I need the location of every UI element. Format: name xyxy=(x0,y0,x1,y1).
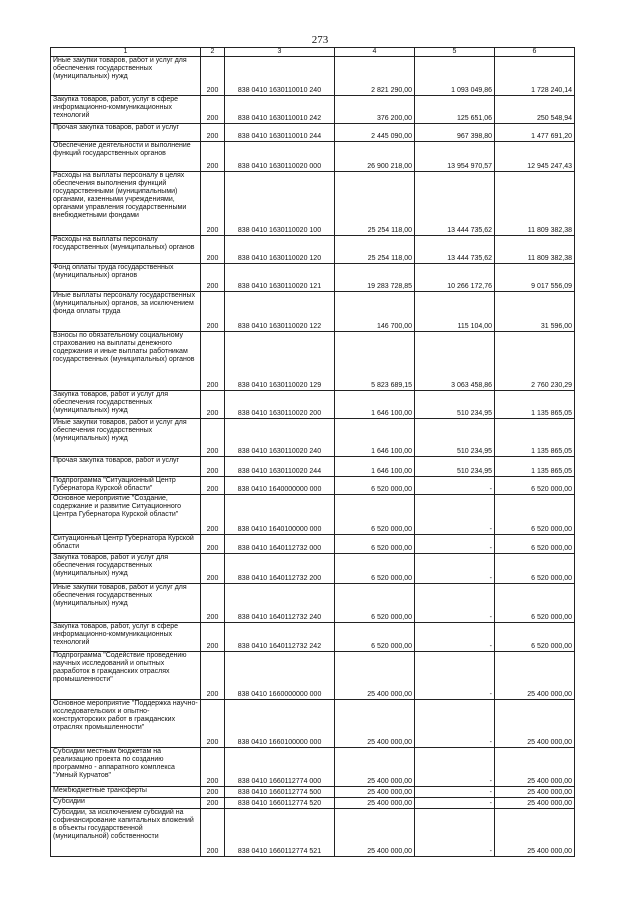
row-amount-remaining: 25 400 000,00 xyxy=(495,652,575,700)
row-amount-plan: 5 823 689,15 xyxy=(335,332,415,391)
row-amount-plan: 6 520 000,00 xyxy=(335,477,415,495)
table-row xyxy=(51,264,575,292)
row-grbs: 200 xyxy=(201,554,225,584)
row-grbs: 200 xyxy=(201,457,225,477)
table-row xyxy=(51,172,575,236)
row-grbs: 200 xyxy=(201,142,225,172)
row-amount-executed: 13 444 735,62 xyxy=(415,172,495,236)
row-grbs: 200 xyxy=(201,623,225,652)
row-amount-remaining: 31 596,00 xyxy=(495,292,575,332)
row-amount-remaining: 250 548,94 xyxy=(495,96,575,124)
row-amount-remaining: 9 017 556,09 xyxy=(495,264,575,292)
row-code: 838 0410 1640100000 000 xyxy=(225,495,335,535)
row-amount-plan: 1 646 100,00 xyxy=(335,457,415,477)
row-amount-remaining: 1 135 865,05 xyxy=(495,419,575,457)
row-grbs: 200 xyxy=(201,809,225,857)
table-row xyxy=(51,477,575,495)
row-code: 838 0410 1630110020 120 xyxy=(225,236,335,264)
table-row xyxy=(51,457,575,477)
row-code: 838 0410 1640112732 240 xyxy=(225,584,335,623)
row-name: Основное мероприятие "Поддержка научно-исследовательских и опытно-конструкторских работ в гражданских отраслях промышленности" xyxy=(51,700,201,748)
table-row xyxy=(51,292,575,332)
table-row xyxy=(51,142,575,172)
row-amount-plan: 25 254 118,00 xyxy=(335,236,415,264)
table-row xyxy=(51,798,575,809)
row-grbs: 200 xyxy=(201,124,225,142)
row-amount-executed: 510 234,95 xyxy=(415,391,495,419)
row-amount-remaining: 12 945 247,43 xyxy=(495,142,575,172)
row-grbs: 200 xyxy=(201,96,225,124)
table-row xyxy=(51,124,575,142)
row-name: Закупка товаров, работ, услуг в сфере информационно-коммуникационных технологий xyxy=(51,623,201,652)
header-row xyxy=(51,48,575,57)
row-amount-executed: 1 093 049,86 xyxy=(415,57,495,96)
row-code: 838 0410 1660112774 000 xyxy=(225,748,335,787)
row-amount-executed: - xyxy=(415,554,495,584)
row-amount-executed: 510 234,95 xyxy=(415,457,495,477)
row-code: 838 0410 1630110020 100 xyxy=(225,172,335,236)
row-amount-executed: - xyxy=(415,477,495,495)
table-row xyxy=(51,332,575,391)
row-grbs: 200 xyxy=(201,292,225,332)
row-amount-plan: 25 400 000,00 xyxy=(335,700,415,748)
row-code: 838 0410 1630110020 200 xyxy=(225,391,335,419)
row-name: Подпрограмма "Содействие проведению научных исследований и опытных разработок в гражданских отраслях промышленности" xyxy=(51,652,201,700)
table-row xyxy=(51,554,575,584)
row-name: Закупка товаров, работ и услуг для обеспечения государственных (муниципальных) нужд xyxy=(51,391,201,419)
row-name: Основное мероприятие "Создание, содержание и развитие Ситуационного Центра Губернатора Курской области" xyxy=(51,495,201,535)
row-name: Взносы по обязательному социальному страхованию на выплаты денежного содержания и иные выплаты работникам государственных (муниципальных) органов xyxy=(51,332,201,391)
row-code: 838 0410 1630110020 122 xyxy=(225,292,335,332)
row-amount-executed: - xyxy=(415,748,495,787)
row-code: 838 0410 1630110020 000 xyxy=(225,142,335,172)
row-name: Расходы на выплаты персоналу государственных (муниципальных) органов xyxy=(51,236,201,264)
row-amount-plan: 6 520 000,00 xyxy=(335,495,415,535)
row-amount-executed: - xyxy=(415,535,495,554)
row-amount-executed: 10 266 172,76 xyxy=(415,264,495,292)
column-header: 4 xyxy=(335,48,415,57)
row-grbs: 200 xyxy=(201,332,225,391)
row-amount-remaining: 1 135 865,05 xyxy=(495,457,575,477)
row-code: 838 0410 1640112732 000 xyxy=(225,535,335,554)
row-amount-executed: 510 234,95 xyxy=(415,419,495,457)
table-row xyxy=(51,809,575,857)
row-name: Расходы на выплаты персоналу в целях обеспечения выполнения функций государственными (муниципальными) органами, казенными учреждениями, органами управления государственными внебюджетными фондами xyxy=(51,172,201,236)
row-grbs: 200 xyxy=(201,700,225,748)
row-amount-plan: 6 520 000,00 xyxy=(335,584,415,623)
row-name: Иные закупки товаров, работ и услуг для обеспечения государственных (муниципальных) нужд xyxy=(51,584,201,623)
row-name: Закупка товаров, работ, услуг в сфере информационно-коммуникационных технологий xyxy=(51,96,201,124)
row-amount-remaining: 6 520 000,00 xyxy=(495,554,575,584)
row-grbs: 200 xyxy=(201,652,225,700)
row-amount-remaining: 25 400 000,00 xyxy=(495,809,575,857)
row-amount-remaining: 6 520 000,00 xyxy=(495,535,575,554)
table-row xyxy=(51,700,575,748)
row-code: 838 0410 1630110020 121 xyxy=(225,264,335,292)
row-amount-executed: 13 954 970,57 xyxy=(415,142,495,172)
row-amount-remaining: 6 520 000,00 xyxy=(495,477,575,495)
row-name: Фонд оплаты труда государственных (муниципальных) органов xyxy=(51,264,201,292)
row-code: 838 0410 1630110010 244 xyxy=(225,124,335,142)
row-code: 838 0410 1660112774 521 xyxy=(225,809,335,857)
row-amount-executed: 115 104,00 xyxy=(415,292,495,332)
row-grbs: 200 xyxy=(201,264,225,292)
row-amount-remaining: 1 477 691,20 xyxy=(495,124,575,142)
row-grbs: 200 xyxy=(201,787,225,798)
row-name: Закупка товаров, работ и услуг для обеспечения государственных (муниципальных) нужд xyxy=(51,554,201,584)
row-amount-plan: 6 520 000,00 xyxy=(335,623,415,652)
row-amount-plan: 25 400 000,00 xyxy=(335,809,415,857)
row-amount-remaining: 6 520 000,00 xyxy=(495,495,575,535)
table-row xyxy=(51,236,575,264)
row-grbs: 200 xyxy=(201,798,225,809)
row-code: 838 0410 1630110020 240 xyxy=(225,419,335,457)
row-amount-plan: 25 254 118,00 xyxy=(335,172,415,236)
row-amount-executed: - xyxy=(415,584,495,623)
row-code: 838 0410 1660112774 500 xyxy=(225,787,335,798)
row-name: Субсидии местным бюджетам на реализацию проекта по созданию программно - аппаратного комплекса "Умный Курчатов" xyxy=(51,748,201,787)
table-row xyxy=(51,748,575,787)
row-amount-plan: 376 200,00 xyxy=(335,96,415,124)
row-grbs: 200 xyxy=(201,57,225,96)
column-header: 3 xyxy=(225,48,335,57)
row-name: Субсидии, за исключением субсидий на софинансирование капитальных вложений в объекты государственной (муниципальной) собственности xyxy=(51,809,201,857)
row-grbs: 200 xyxy=(201,236,225,264)
row-amount-plan: 6 520 000,00 xyxy=(335,535,415,554)
row-amount-plan: 25 400 000,00 xyxy=(335,748,415,787)
table-row xyxy=(51,623,575,652)
row-amount-plan: 2 821 290,00 xyxy=(335,57,415,96)
row-amount-executed: - xyxy=(415,623,495,652)
row-code: 838 0410 1630110020 129 xyxy=(225,332,335,391)
column-header: 2 xyxy=(201,48,225,57)
row-amount-remaining: 2 760 230,29 xyxy=(495,332,575,391)
row-amount-executed: - xyxy=(415,495,495,535)
page-number: 273 xyxy=(311,34,329,46)
row-name: Иные выплаты персоналу государственных (муниципальных) органов, за исключением фонда оплаты труда xyxy=(51,292,201,332)
row-amount-remaining: 25 400 000,00 xyxy=(495,700,575,748)
row-name: Субсидии xyxy=(51,798,201,809)
row-amount-plan: 1 646 100,00 xyxy=(335,419,415,457)
row-amount-remaining: 1 728 240,14 xyxy=(495,57,575,96)
row-code: 838 0410 1640112732 200 xyxy=(225,554,335,584)
row-grbs: 200 xyxy=(201,419,225,457)
row-name: Межбюджетные трансферты xyxy=(51,787,201,798)
row-code: 838 0410 1630110020 244 xyxy=(225,457,335,477)
row-grbs: 200 xyxy=(201,584,225,623)
row-code: 838 0410 1640112732 242 xyxy=(225,623,335,652)
row-name: Иные закупки товаров, работ и услуг для обеспечения государственных (муниципальных) нужд xyxy=(51,57,201,96)
table-row xyxy=(51,652,575,700)
row-name: Прочая закупка товаров, работ и услуг xyxy=(51,124,201,142)
row-amount-remaining: 6 520 000,00 xyxy=(495,623,575,652)
row-amount-plan: 25 400 000,00 xyxy=(335,652,415,700)
row-amount-plan: 2 445 090,00 xyxy=(335,124,415,142)
row-amount-executed: 125 651,06 xyxy=(415,96,495,124)
row-amount-plan: 25 400 000,00 xyxy=(335,798,415,809)
row-amount-plan: 6 520 000,00 xyxy=(335,554,415,584)
row-name: Ситуационный Центр Губернатора Курской области xyxy=(51,535,201,554)
table-row xyxy=(51,495,575,535)
row-grbs: 200 xyxy=(201,535,225,554)
row-amount-executed: - xyxy=(415,787,495,798)
row-amount-remaining: 11 809 382,38 xyxy=(495,236,575,264)
row-code: 838 0410 1630110010 240 xyxy=(225,57,335,96)
row-amount-executed: 3 063 458,86 xyxy=(415,332,495,391)
row-amount-executed: - xyxy=(415,798,495,809)
budget-table xyxy=(50,47,575,857)
table-row xyxy=(51,96,575,124)
row-name: Обеспечение деятельности и выполнение функций государственных органов xyxy=(51,142,201,172)
row-amount-executed: - xyxy=(415,700,495,748)
row-code: 838 0410 1660100000 000 xyxy=(225,700,335,748)
row-code: 838 0410 1640000000 000 xyxy=(225,477,335,495)
row-amount-remaining: 25 400 000,00 xyxy=(495,787,575,798)
row-amount-plan: 146 700,00 xyxy=(335,292,415,332)
row-grbs: 200 xyxy=(201,748,225,787)
column-header: 6 xyxy=(495,48,575,57)
column-header: 1 xyxy=(51,48,201,57)
row-amount-remaining: 25 400 000,00 xyxy=(495,798,575,809)
row-amount-plan: 25 400 000,00 xyxy=(335,787,415,798)
row-amount-executed: - xyxy=(415,809,495,857)
row-amount-remaining: 25 400 000,00 xyxy=(495,748,575,787)
row-grbs: 200 xyxy=(201,172,225,236)
table-row xyxy=(51,419,575,457)
row-code: 838 0410 1660000000 000 xyxy=(225,652,335,700)
table-row xyxy=(51,787,575,798)
row-code: 838 0410 1630110010 242 xyxy=(225,96,335,124)
column-header: 5 xyxy=(415,48,495,57)
table-row xyxy=(51,535,575,554)
row-name: Иные закупки товаров, работ и услуг для обеспечения государственных (муниципальных) нужд xyxy=(51,419,201,457)
row-amount-plan: 19 283 728,85 xyxy=(335,264,415,292)
row-grbs: 200 xyxy=(201,477,225,495)
table-row xyxy=(51,584,575,623)
row-amount-remaining: 1 135 865,05 xyxy=(495,391,575,419)
row-amount-executed: 13 444 735,62 xyxy=(415,236,495,264)
row-amount-plan: 1 646 100,00 xyxy=(335,391,415,419)
row-grbs: 200 xyxy=(201,495,225,535)
row-amount-remaining: 11 809 382,38 xyxy=(495,172,575,236)
row-amount-plan: 26 900 218,00 xyxy=(335,142,415,172)
row-amount-executed: 967 398,80 xyxy=(415,124,495,142)
table-row xyxy=(51,57,575,96)
row-name: Подпрограмма "Ситуационный Центр Губернатора Курской области" xyxy=(51,477,201,495)
row-code: 838 0410 1660112774 520 xyxy=(225,798,335,809)
row-grbs: 200 xyxy=(201,391,225,419)
table-row xyxy=(51,391,575,419)
row-amount-remaining: 6 520 000,00 xyxy=(495,584,575,623)
row-amount-executed: - xyxy=(415,652,495,700)
row-name: Прочая закупка товаров, работ и услуг xyxy=(51,457,201,477)
